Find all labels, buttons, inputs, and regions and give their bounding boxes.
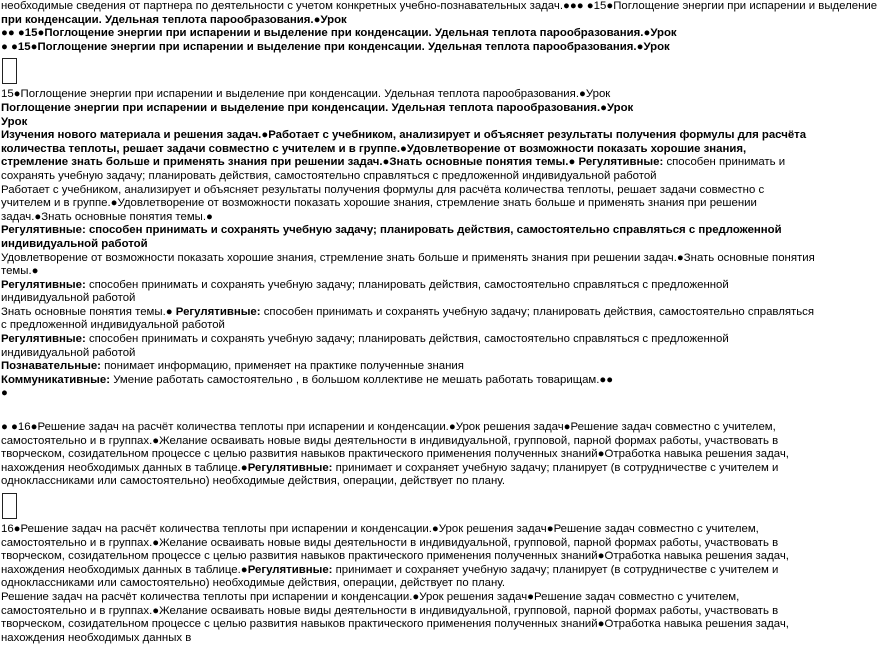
paragraph: [1, 360, 816, 374]
regulative-label: Регулятивные:: [247, 563, 333, 576]
communicative-label: Коммуникативные:: [1, 373, 111, 386]
text-line: ●● ●15●Поглощение энергии при испарении и выделение при конденсации. Удельная теплота парообразования.●Урок: [1, 27, 677, 40]
regulative-label: Регулятивные:: [175, 305, 261, 318]
empty-table-cell: [2, 493, 17, 519]
regulative-label: Регулятивные:: [1, 224, 86, 237]
regulative-label: Регулятивные:: [1, 333, 86, 346]
paragraph-text: ● ●16●Решение задач на расчёт количества теплоты при испарении и конденсации.●Урок решения задач●Решение задач совместно с учителем, самостоятельно и в группах.●Желание осваивать новые виды деятельности в индивидуальной, групповой, парной формах работы, участвовать в творческом, созидательном процессе с целью развития навыков практического применения полученных знаний●Отработка навыка решения задач, нахождения необходимых данных в таблице.●: [1, 421, 789, 474]
regulative-text: способен принимать и сохранять учебную задачу; планировать действия, самостоятельно справляться с предложенной индивидуальной работой: [1, 278, 729, 305]
paragraph: [1, 129, 816, 183]
regulative-text: принимает и сохраняет учебную задачу; планирует (в сотрудничестве с учителем и одноклассниками или самостоятельно) необходимые действия, операции, действует по плану.: [1, 461, 779, 488]
paragraph-text: Работает с учебником, анализирует и объясняет результаты получения формулы для расчёта количества теплоты, решает задачи совместно с учителем и в группе.●Удовлетворение от возможности показать хорошие знания, стремление знать больше и применять знания при решении задач.●Знать основные понятия темы.●: [1, 183, 765, 223]
paragraph: [1, 374, 816, 388]
paragraph: [1, 184, 816, 252]
text-line: при конденсации. Удельная теплота парообразования.●Урок: [1, 13, 347, 26]
regulative-text: способен принимать и сохранять учебную задачу; планировать действия, самостоятельно справляться с предложенной индивидуальной работой: [1, 333, 729, 359]
paragraph-text: Знать основные понятия темы.●: [1, 305, 176, 318]
paragraph: [1, 306, 816, 333]
text-line: 15●Поглощение энергии при испарении и выделение при конденсации. Удельная теплота парообразования.●Урок: [1, 88, 611, 101]
text-line: Поглощение энергии при испарении и выделение при конденсации. Удельная теплота парообразования.●Урок: [1, 101, 634, 114]
empty-table-cell: [2, 58, 17, 84]
paragraph-text: Решение задач на расчёт количества теплоты при испарении и конденсации.●Урок решения задач●Решение задач совместно с учителем, самостоятельно и в группах.●Желание осваивать новые виды деятельности в индивидуальной, групповой, парной формах работы, участвовать в творческом, созидательном процессе с целью развития навыков практического применения полученных знаний●Отработка навыка решения задач, нахождения необходимых данных в: [1, 590, 789, 644]
spacer: [1, 401, 816, 421]
regulative-label: Регулятивные:: [247, 461, 333, 474]
paragraph: [1, 591, 816, 645]
paragraph-text: Удовлетворение от возможности показать хорошие знания, стремление знать больше и применять знания при решении задач.●Знать основные понятия темы.●: [1, 251, 815, 278]
regulative-label: Регулятивные:: [578, 156, 664, 169]
paragraph-bold-text: Изучения нового материала и решения задач.●Работает с учебником, анализирует и объясняет результаты получения формулы для расчёта количества теплоты, решает задачи совместно с учителем и в группе.●Удовлетворение от возможности показать хорошие знания, стремление знать больше и применять знания при решении задач.●Знать основные понятия темы.●: [1, 129, 807, 169]
cognitive-text: понимает информацию, применяет на практике полученные знания: [100, 360, 464, 373]
paragraph: [1, 252, 816, 306]
text-line: Урок: [1, 115, 28, 128]
paragraph: [1, 333, 816, 360]
bullet-dot: ●: [1, 387, 8, 400]
cognitive-label: Познавательные:: [1, 360, 101, 373]
regulative-label: Регулятивные:: [1, 278, 86, 291]
text-line: необходимые сведения от партнера по деятельности с учетом конкретных учебно-познавательных задач.●●● ●15●Поглощение энергии при испарении и выделение: [1, 0, 877, 12]
regulative-text: способен принимать и сохранять учебную задачу; планировать действия, самостоятельно справляться с предложенной индивидуальной работой: [1, 156, 786, 182]
paragraph-text: 16●Решение задач на расчёт количества теплоты при испарении и конденсации.●Урок решения задач●Решение задач совместно с учителем, самостоятельно и в группах.●Желание осваивать новые виды деятельности в индивидуальной, групповой, парной формах работы, участвовать в творческом, созидательном процессе с целью развития навыков практического применения полученных знаний●Отработка навыка решения задач, нахождения необходимых данных в таблице.●: [1, 523, 789, 576]
regulative-text: способен принимать и сохранять учебную задачу; планировать действия, самостоятельно справляться с предложенной индивидуальной работой: [1, 224, 782, 250]
regulative-text: принимает и сохраняет учебную задачу; планирует (в сотрудничестве с учителем и одноклассниками или самостоятельно) необходимые действия, операции, действует по плану.: [1, 563, 779, 590]
communicative-text: Умение работать самостоятельно , в большом коллективе не мешать работать товарищам.●●: [110, 373, 614, 386]
text-line: ● ●15●Поглощение энергии при испарении и выделение при конденсации. Удельная теплота парообразования.●Урок: [1, 40, 670, 53]
paragraph: [1, 523, 816, 591]
regulative-text: способен принимать и сохранять учебную задачу; планировать действия, самостоятельно справляться с предложенной индивидуальной работой: [1, 305, 815, 332]
paragraph: [1, 421, 816, 489]
